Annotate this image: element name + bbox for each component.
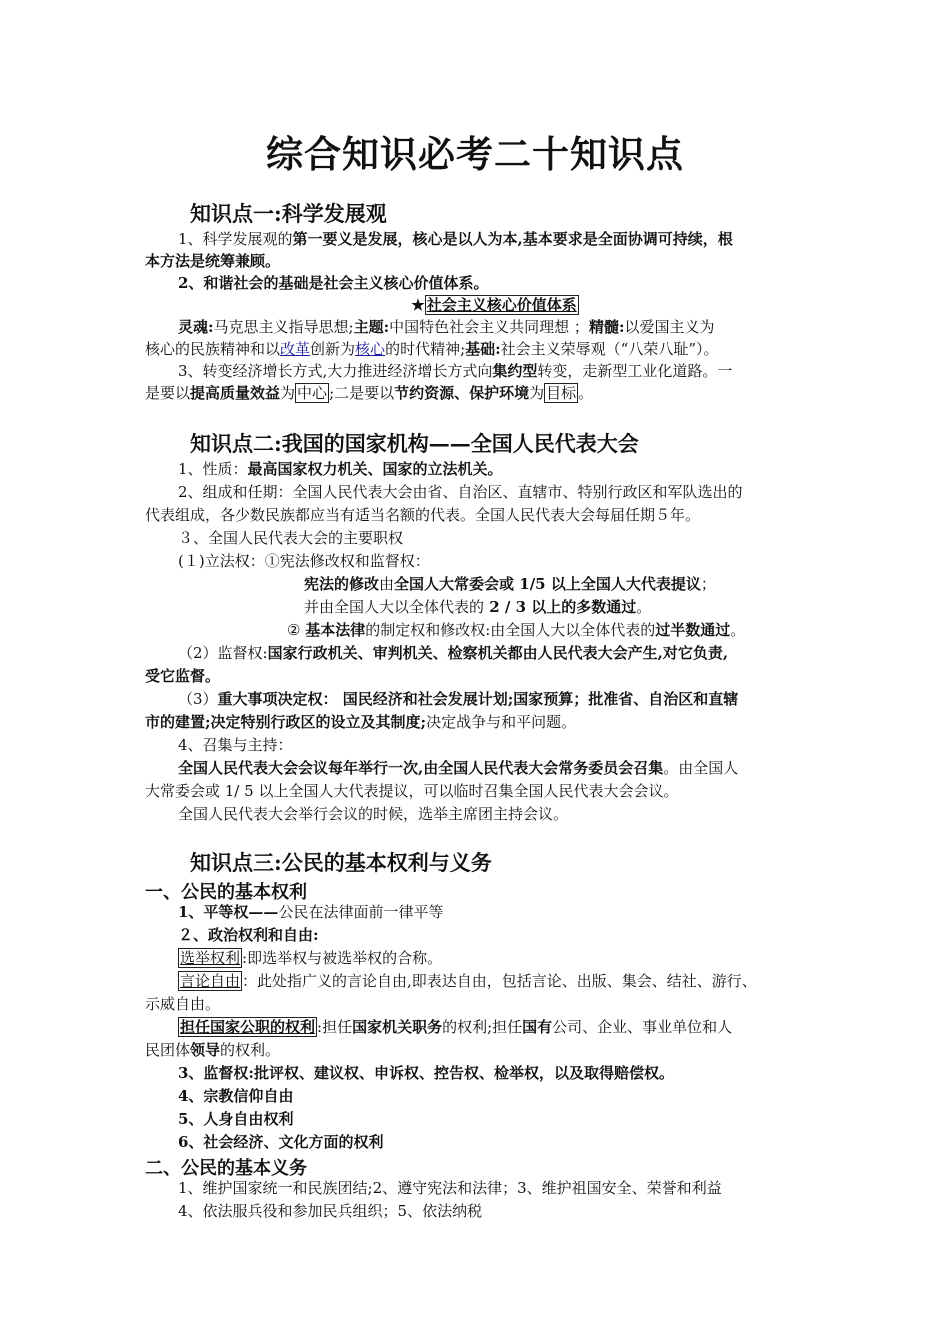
duties-line-1: 1、维护国家统一和民族团结;2、遵守宪法和法律；3、维护祖国安全、荣誉和利益 xyxy=(178,1179,722,1197)
bold-text: 全国人民代表大会会议每年举行一次,由全国人民代表大会常务委员会召集 xyxy=(178,759,664,777)
text: 中国特色社会主义共同理想 ； xyxy=(389,318,589,336)
text: 社会主义荣辱观（“八荣八耻”）。 xyxy=(500,340,719,358)
bold-text: 过半数通过 xyxy=(655,621,731,639)
bold-text: 领导 xyxy=(190,1041,221,1059)
s2-paragraph-2-cont: 代表组成，各少数民族都应当有适当名额的代表。全国人民代表大会每届任期５年。 xyxy=(145,506,701,524)
text: ：此处指广义的言论自由,即表达自由，包括言论、出版、集会、结社、游行、 xyxy=(242,972,757,990)
boxed-term: 社会主义核心价值体系 xyxy=(426,296,577,314)
right-public-office-cont xyxy=(145,1039,280,1061)
bold-text: 基础: xyxy=(465,340,501,358)
s1-values-line-1 xyxy=(178,316,715,338)
bold-text: 市的建置;决定特别行政区的设立及其制度; xyxy=(145,713,427,731)
text: 转变，走新型工业化道路。一 xyxy=(537,362,733,380)
bold-text: 重大事项决定权： 国民经济和社会发展计划;国家预算；批准省、自治区和直辖 xyxy=(217,690,739,708)
s2-basic-law xyxy=(287,619,745,641)
text: 。 xyxy=(730,621,746,639)
right-socioeconomic: 6、社会经济、文化方面的权利 xyxy=(178,1133,384,1151)
bold-text: 宪法的修改 xyxy=(304,575,380,593)
bold-text: 第一要义是发展，核心是以人为本,基本要求是全面协调可持续，根 xyxy=(292,230,733,248)
text: （3） xyxy=(178,690,218,708)
star-icon: ★ xyxy=(411,296,425,314)
s2-major-decisions xyxy=(178,688,738,710)
text: 公司、企业、事业单位和人 xyxy=(552,1018,733,1036)
text: 并由全国人大以全体代表的 xyxy=(304,598,485,616)
boxed-term: 选举权利 xyxy=(180,949,241,967)
bold-text: 基本法律 xyxy=(305,621,366,639)
boxed-term: 中心 xyxy=(297,384,328,402)
bold-text: 精髓: xyxy=(588,318,625,336)
boxed-term: 担任国家公职的权利 xyxy=(180,1018,316,1036)
s2-convening: 4、召集与主持： xyxy=(178,736,293,754)
bold-text: 全国人大常委会或 1/5 以上全国人大代表提议 xyxy=(394,575,701,593)
bold-text: 集约型 xyxy=(492,362,538,380)
s2-supervision xyxy=(178,642,728,664)
text: 。 xyxy=(578,384,594,402)
right-speech xyxy=(178,970,757,992)
text: ② xyxy=(287,621,306,639)
s2-convening-detail xyxy=(178,757,738,779)
text: 核心的民族精神和以 xyxy=(145,340,281,358)
text: 的权利;担任 xyxy=(442,1018,523,1036)
bold-text: 1、平等权—— xyxy=(178,903,279,921)
text: 1、科学发展观的 xyxy=(178,230,293,248)
right-speech-cont: 示威自由。 xyxy=(145,995,221,1013)
text: 。由全国人 xyxy=(663,759,739,777)
s2-convening-detail-cont: 大常委会或 1/ 5 以上全国人大代表提议，可以临时召集全国人民代表大会会议。 xyxy=(145,782,679,800)
text: 公民在法律面前一律平等 xyxy=(278,903,444,921)
text: 决定战争与和平问题。 xyxy=(426,713,577,731)
text: 为 xyxy=(529,384,545,402)
s1-paragraph-3-cont xyxy=(145,382,593,404)
s1-paragraph-1 xyxy=(178,228,733,250)
section-3-heading: 知识点三:公民的基本权利与义务 xyxy=(190,850,492,875)
boxed-term: 目标 xyxy=(546,384,577,402)
bold-text: 主题: xyxy=(353,318,390,336)
s2-constitution-amend xyxy=(304,573,716,595)
text: 的权利。 xyxy=(220,1041,281,1059)
text: 3、转变经济增长方式,大力推进经济增长方式向 xyxy=(178,362,493,380)
bold-text: 节约资源、保护环境 xyxy=(394,384,530,402)
bold-text: 国家行政机关、审判机关、检察机关都由人民代表大会产生,对它负责, xyxy=(267,644,729,662)
s2-legislative: (１)立法权：①宪法修改权和监督权： xyxy=(178,552,430,570)
text: 马克思主义指导思想; xyxy=(213,318,354,336)
text: :即选举权与被选举权的合称。 xyxy=(242,949,443,967)
bold-text: 本方法是统筹兼顾。 xyxy=(145,252,281,270)
s1-paragraph-2: 2、和谐社会的基础是社会主义核心价值体系。 xyxy=(178,274,489,292)
link-core[interactable]: 核心 xyxy=(355,340,386,358)
bold-text: 灵魂: xyxy=(178,318,214,336)
s1-star-heading xyxy=(0,294,950,316)
text: 民团体 xyxy=(145,1041,191,1059)
rights-subheading: 一、公民的基本权利 xyxy=(145,882,307,903)
text: 。 xyxy=(636,598,652,616)
right-equality xyxy=(178,901,443,923)
text: 是要以 xyxy=(145,384,191,402)
s2-constitution-pass xyxy=(304,596,651,618)
right-political: ２、政治权利和自由: xyxy=(178,926,319,944)
text: 的时代精神; xyxy=(385,340,466,358)
right-personal-freedom: 5、人身自由权利 xyxy=(178,1110,294,1128)
bold-text: 最高国家权力机关、国家的立法机关。 xyxy=(247,460,503,478)
s1-paragraph-3 xyxy=(178,360,732,382)
boxed-term: 言论自由 xyxy=(180,972,241,990)
duties-subheading: 二、公民的基本义务 xyxy=(145,1158,307,1179)
text: 由 xyxy=(379,575,395,593)
text: ;二是要以 xyxy=(329,384,395,402)
s1-paragraph-1-cont xyxy=(145,250,280,272)
text: 创新为 xyxy=(310,340,356,358)
s2-paragraph-3: ３、全国人民代表大会的主要职权 xyxy=(178,529,404,547)
bold-text: 国家机关职务 xyxy=(352,1018,443,1036)
right-public-office xyxy=(178,1016,732,1038)
s2-supervision-cont: 受它监督。 xyxy=(145,667,221,685)
text: 以爱国主义为 xyxy=(624,318,715,336)
right-religion: 4、宗教信仰自由 xyxy=(178,1087,294,1105)
page-title: 综合知识必考二十知识点 xyxy=(266,132,684,176)
text: 1、性质： xyxy=(178,460,248,478)
text: （2）监督权: xyxy=(178,644,268,662)
right-supervision: 3、监督权:批评权、建议权、申诉权、控告权、检举权，以及取得赔偿权。 xyxy=(178,1064,674,1082)
s2-major-decisions-cont xyxy=(145,711,576,733)
s2-presidium: 全国人民代表大会举行会议的时候，选举主席团主持会议。 xyxy=(178,805,569,823)
s2-paragraph-1 xyxy=(178,458,503,480)
right-election xyxy=(178,947,442,969)
bold-text: 国有 xyxy=(522,1018,553,1036)
bold-text: 2 / 3 以上的多数通过 xyxy=(484,598,637,616)
text: :担任 xyxy=(317,1018,353,1036)
s2-paragraph-2: 2、组成和任期：全国人民代表大会由省、自治区、直辖市、特别行政区和军队选出的 xyxy=(178,483,743,501)
section-2-heading: 知识点二:我国的国家机构——全国人民代表大会 xyxy=(190,431,639,456)
text: 为 xyxy=(280,384,296,402)
section-1-heading: 知识点一:科学发展观 xyxy=(190,201,387,226)
link-reform[interactable]: 改革 xyxy=(280,340,311,358)
text: 的制定权和修改权:由全国人大以全体代表的 xyxy=(365,621,656,639)
s1-values-line-2 xyxy=(145,338,719,360)
duties-line-2: 4、依法服兵役和参加民兵组织；5、依法纳税 xyxy=(178,1202,483,1220)
bold-text: 提高质量效益 xyxy=(190,384,281,402)
text: ； xyxy=(700,575,716,593)
